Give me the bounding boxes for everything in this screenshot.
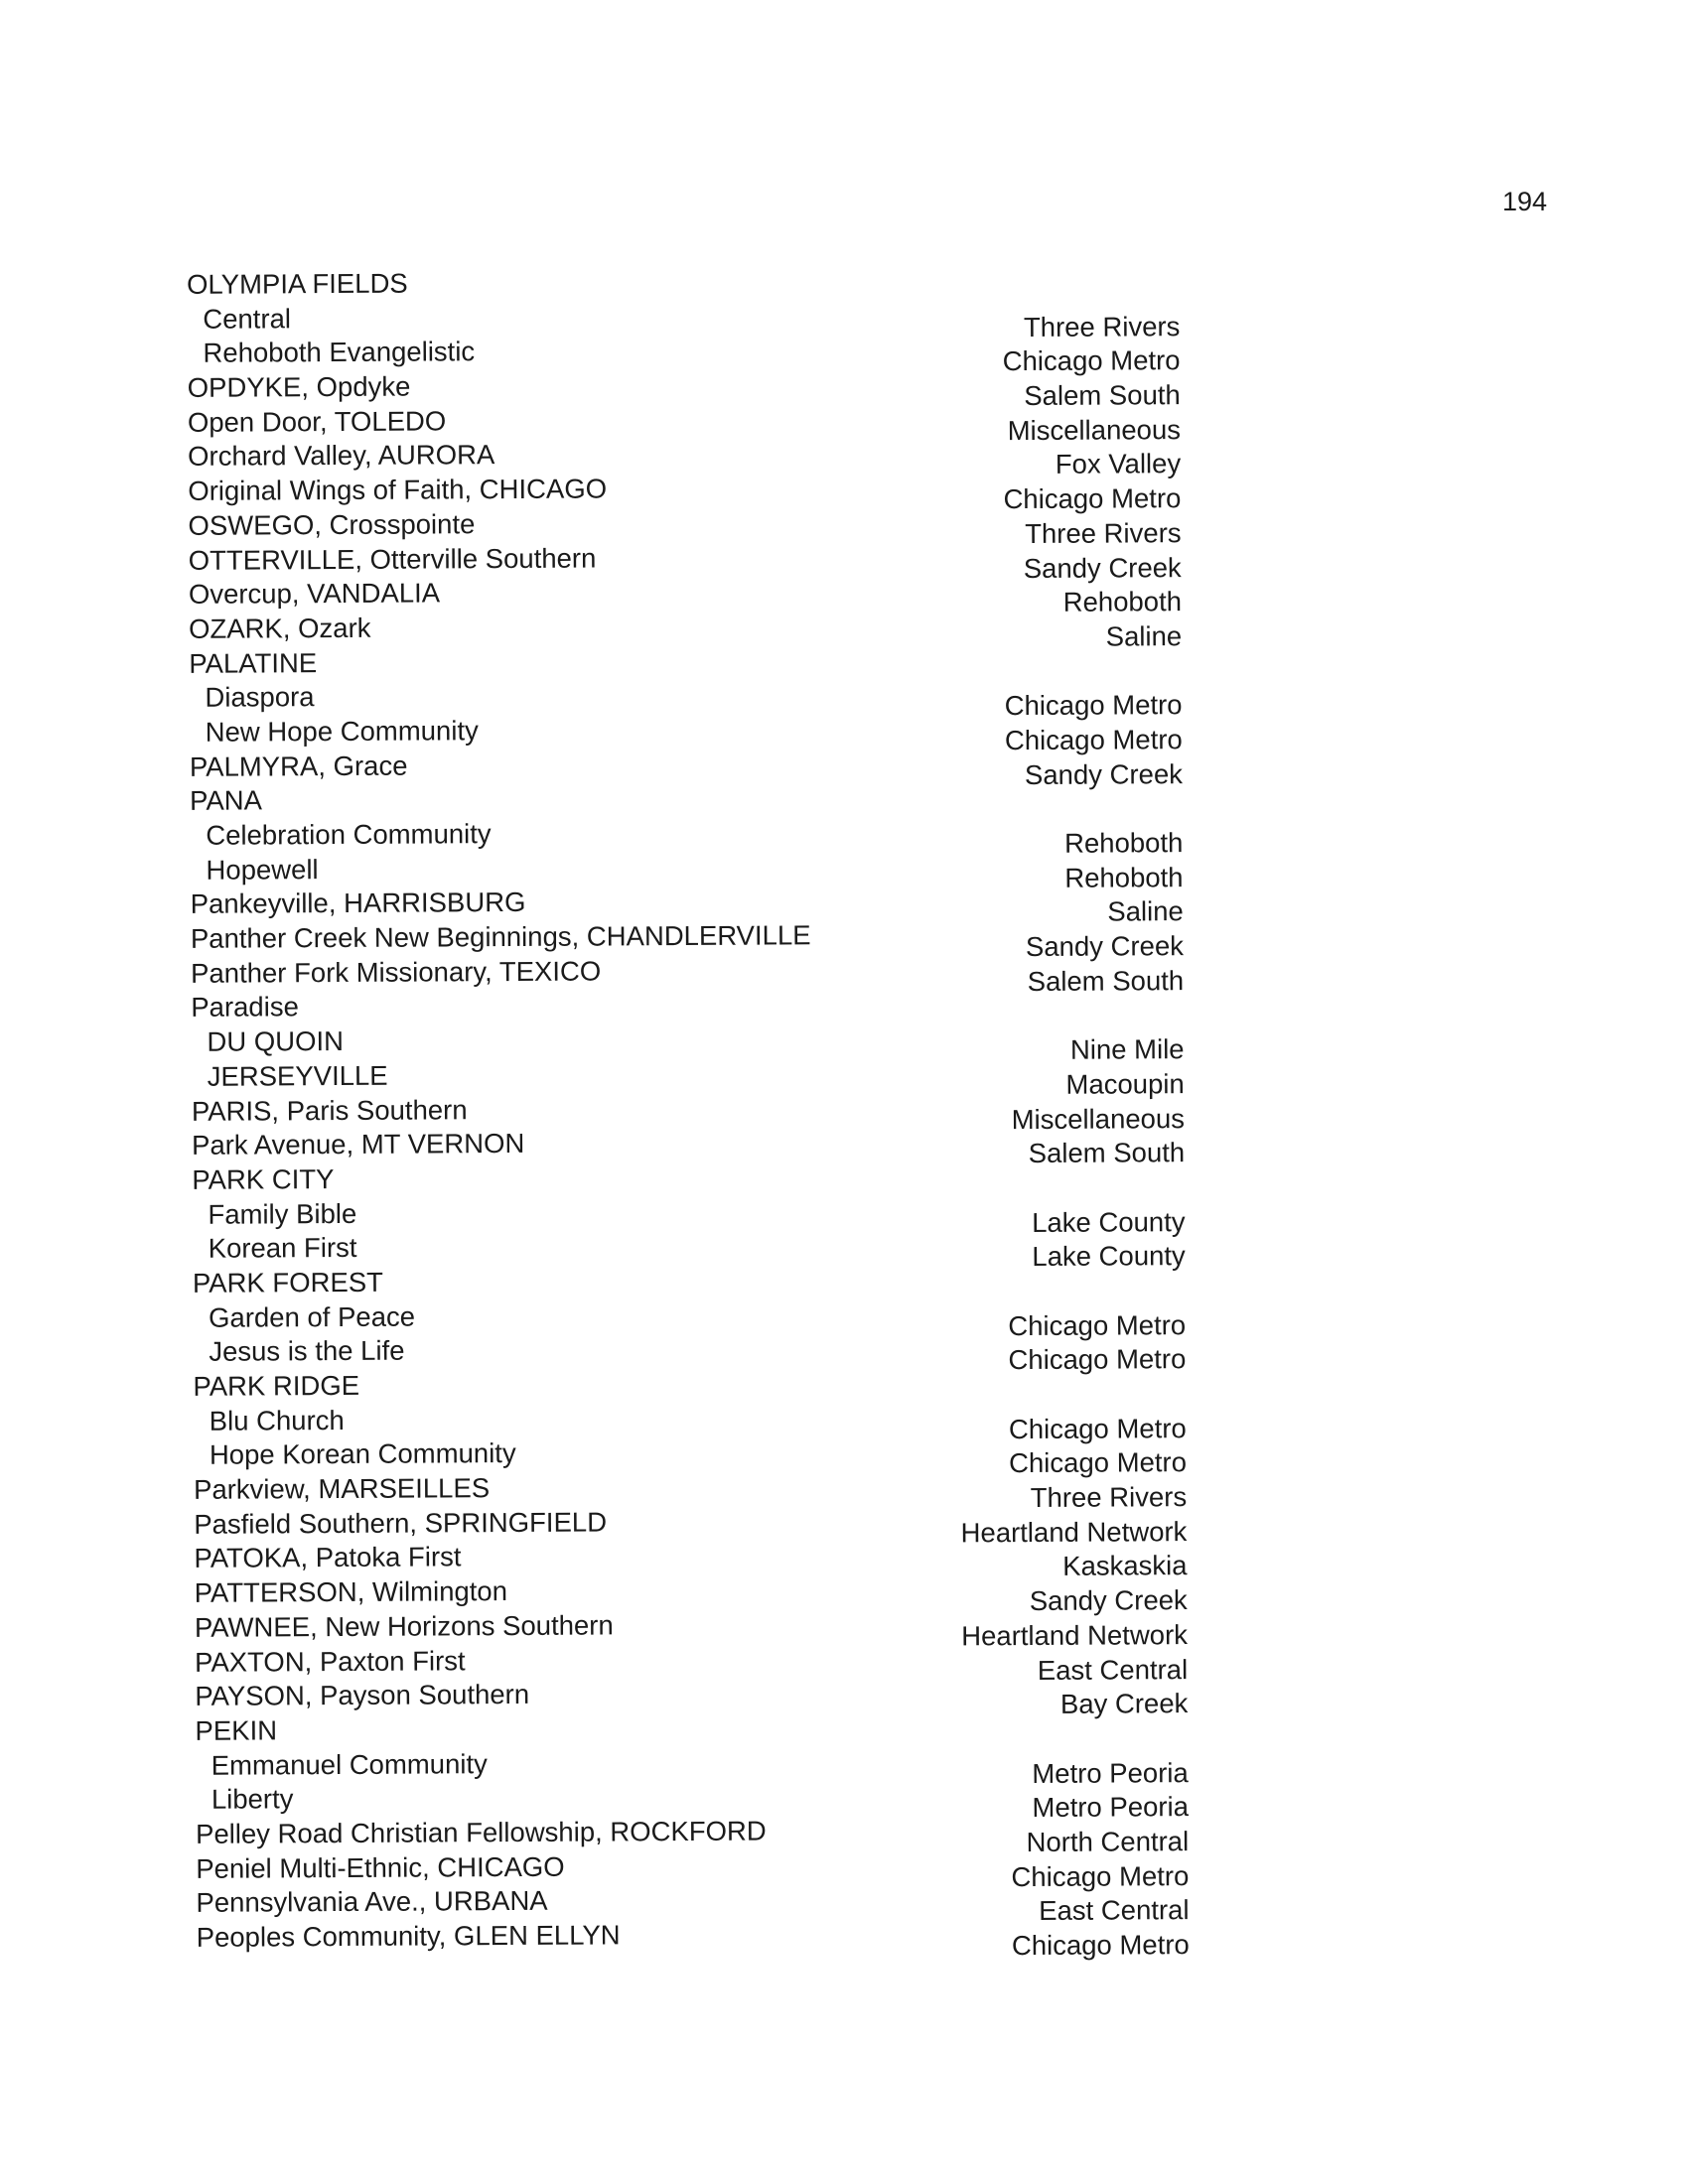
entry-name: Peniel Multi-Ethnic, CHICAGO — [196, 1850, 565, 1884]
entry-name: Overcup, VANDALIA — [188, 577, 441, 611]
entry-region: Chicago Metro — [1009, 1446, 1188, 1479]
sub-entry-name: Hope Korean Community — [209, 1437, 516, 1471]
entry-region: Three Rivers — [1030, 1481, 1188, 1514]
entry-name: Parkview, MARSEILLES — [193, 1472, 491, 1505]
entry-name: PALMYRA, Grace — [189, 750, 408, 782]
sub-entry-name: Central — [203, 302, 292, 335]
entry-region: Chicago Metro — [1011, 1929, 1190, 1962]
sub-entry-row — [174, 1399, 1187, 1444]
page-number: 194 — [1501, 187, 1547, 216]
entry-name: PALATINE — [189, 646, 318, 679]
entry-row — [175, 1605, 1189, 1652]
entry-name: PEKIN — [195, 1714, 278, 1746]
entry-row — [170, 745, 1184, 790]
entry-name: OTTERVILLE, Otterville Southern — [188, 542, 597, 576]
sub-entry-row — [170, 710, 1183, 756]
entry-name: PARK RIDGE — [193, 1369, 360, 1402]
entry-row — [176, 1846, 1190, 1892]
entry-row — [169, 572, 1183, 617]
sub-entry-name: Rehoboth Evangelistic — [203, 336, 476, 369]
entry-row — [170, 778, 1183, 819]
entry-region: Metro Peoria — [1032, 1756, 1189, 1789]
sub-entry-name: Hopewell — [206, 853, 319, 886]
entry-name: OPDYKE, Opdyke — [187, 370, 411, 403]
entry-region: Miscellaneous — [1007, 413, 1182, 446]
sub-entry-name: JERSEYVILLE — [207, 1059, 388, 1092]
church-directory-list — [167, 262, 1190, 1962]
entry-name: Panther Creek New Beginnings, CHANDLERVILLE — [190, 919, 811, 954]
entry-row — [177, 1915, 1190, 1962]
entry-region: Saline — [1105, 619, 1183, 652]
sub-entry-name: Korean First — [208, 1232, 357, 1265]
entry-row — [168, 469, 1182, 515]
entry-row — [168, 365, 1181, 412]
entry-region: Salem South — [1024, 379, 1181, 412]
entry-row — [169, 607, 1183, 652]
entry-region: Lake County — [1032, 1205, 1186, 1238]
entry-region: Sandy Creek — [1023, 551, 1182, 584]
entry-row — [171, 882, 1184, 927]
entry-row — [172, 1158, 1185, 1198]
entry-region: Sandy Creek — [1025, 930, 1185, 963]
entry-region: Nine Mile — [1069, 1033, 1185, 1065]
entry-name: PARK CITY — [192, 1162, 335, 1195]
entry-region: Salem South — [1028, 1137, 1186, 1169]
sub-entry-row — [169, 675, 1183, 722]
entry-row — [175, 1570, 1188, 1617]
sub-entry-name: Diaspora — [205, 681, 315, 714]
entry-region: Three Rivers — [1025, 516, 1182, 549]
entry-name: Orchard Valley, AURORA — [188, 439, 495, 473]
entry-name: Pelley Road Christian Fellowship, ROCKFORD — [195, 1815, 767, 1849]
entry-region: Heartland Network — [961, 1618, 1189, 1652]
entry-row — [168, 400, 1182, 446]
sub-entry-name: New Hope Community — [205, 715, 479, 748]
entry-name: Peoples Community, GLEN ELLYN — [196, 1919, 621, 1953]
entry-name: PARIS, Paris Southern — [191, 1093, 468, 1127]
entry-row — [174, 1537, 1188, 1582]
entry-name: PANA — [190, 784, 263, 817]
sub-entry-row — [174, 1433, 1188, 1479]
entry-region: Fox Valley — [1055, 448, 1182, 480]
entry-region: North Central — [1026, 1826, 1190, 1857]
entry-region: Rehoboth — [1064, 861, 1184, 893]
entry-row — [168, 503, 1182, 549]
entry-row — [176, 1880, 1190, 1927]
sub-entry-name: Garden of Peace — [208, 1300, 416, 1333]
entry-row — [173, 1261, 1186, 1301]
entry-region: Rehoboth — [1062, 586, 1183, 617]
sub-entry-row — [176, 1777, 1190, 1824]
sub-entry-name: Blu Church — [209, 1404, 345, 1436]
entry-name: Open Door, TOLEDO — [187, 405, 447, 438]
entry-region: Saline — [1107, 895, 1184, 927]
entry-region: Heartland Network — [960, 1515, 1188, 1549]
entry-region: Chicago Metro — [1002, 344, 1181, 377]
entry-name: OZARK, Ozark — [189, 612, 371, 644]
sub-entry-row — [167, 331, 1181, 377]
entry-name: Pasfield Southern, SPRINGFIELD — [194, 1506, 608, 1540]
entry-region: Bay Creek — [1059, 1688, 1189, 1720]
entry-row — [171, 986, 1184, 1026]
entry-name: Pankeyville, HARRISBURG — [190, 887, 526, 920]
entry-row — [169, 538, 1182, 584]
entry-name: OSWEGO, Crosspointe — [188, 508, 476, 541]
entry-row — [171, 916, 1185, 963]
entry-region: Rehoboth — [1063, 827, 1184, 859]
entry-region: Chicago Metro — [1008, 1343, 1187, 1376]
entry-row — [172, 1123, 1186, 1169]
entry-region: Chicago Metro — [1004, 724, 1183, 756]
sub-entry-row — [167, 297, 1181, 342]
sub-entry-row — [170, 813, 1184, 859]
sub-entry-name: Celebration Community — [206, 818, 492, 851]
entry-region: Sandy Creek — [1024, 757, 1184, 790]
sub-entry-name: Liberty — [211, 1783, 294, 1816]
entry-name: PARK FOREST — [192, 1266, 384, 1298]
entry-region: Salem South — [1027, 964, 1185, 997]
entry-region: Chicago Metro — [1011, 1859, 1190, 1892]
entry-row — [175, 1640, 1189, 1686]
entry-region: Lake County — [1032, 1240, 1186, 1273]
entry-region: Macoupin — [1065, 1067, 1185, 1100]
entry-name: Original Wings of Faith, CHICAGO — [188, 473, 608, 507]
sub-entry-row — [172, 1054, 1185, 1100]
entry-row — [176, 1812, 1190, 1857]
entry-region: Metro Peoria — [1032, 1791, 1190, 1824]
entry-row — [173, 1364, 1186, 1405]
entry-row — [172, 1089, 1186, 1135]
entry-row — [169, 641, 1182, 682]
entry-row — [167, 262, 1180, 303]
entry-region: Chicago Metro — [1008, 1412, 1187, 1444]
entry-name: Paradise — [191, 991, 299, 1024]
entry-name: PATOKA, Patoka First — [194, 1541, 462, 1574]
sub-entry-name: DU QUOIN — [207, 1025, 345, 1057]
entry-row — [175, 1708, 1188, 1749]
sub-entry-name: Emmanuel Community — [211, 1747, 488, 1781]
entry-name: PAXTON, Paxton First — [194, 1644, 466, 1678]
sub-entry-name: Family Bible — [208, 1197, 357, 1230]
entry-name: OLYMPIA FIELDS — [187, 267, 408, 300]
sub-entry-row — [173, 1296, 1187, 1341]
entry-region: Miscellaneous — [1011, 1102, 1186, 1135]
entry-row — [174, 1502, 1188, 1549]
sub-entry-row — [172, 1192, 1186, 1238]
sub-entry-row — [173, 1329, 1187, 1376]
entry-row — [168, 435, 1182, 480]
sub-entry-row — [173, 1226, 1186, 1273]
sub-entry-row — [170, 848, 1184, 893]
sub-entry-row — [171, 1020, 1185, 1065]
entry-row — [174, 1467, 1188, 1514]
entry-name: Pennsylvania Ave., URBANA — [196, 1885, 548, 1919]
entry-name: PATTERSON, Wilmington — [194, 1575, 508, 1608]
sub-entry-name: Jesus is the Life — [209, 1334, 405, 1368]
entry-name: Panther Fork Missionary, TEXICO — [191, 955, 602, 989]
entry-region: Sandy Creek — [1029, 1584, 1188, 1617]
entry-region: Chicago Metro — [1003, 482, 1182, 515]
entry-name: PAWNEE, New Horizons Southern — [194, 1609, 614, 1643]
entry-region: Kaskaskia — [1062, 1550, 1188, 1582]
entry-region: Three Rivers — [1023, 310, 1181, 342]
entry-row — [175, 1674, 1189, 1720]
entry-region: East Central — [1037, 1653, 1189, 1686]
entry-region: East Central — [1039, 1894, 1190, 1927]
sub-entry-row — [176, 1743, 1189, 1789]
entry-name: Park Avenue, MT VERNON — [192, 1128, 525, 1161]
entry-region: Chicago Metro — [1008, 1308, 1187, 1341]
entry-name: PAYSON, Payson Southern — [195, 1679, 530, 1712]
entry-region: Chicago Metro — [1004, 689, 1183, 722]
entry-row — [171, 951, 1185, 997]
